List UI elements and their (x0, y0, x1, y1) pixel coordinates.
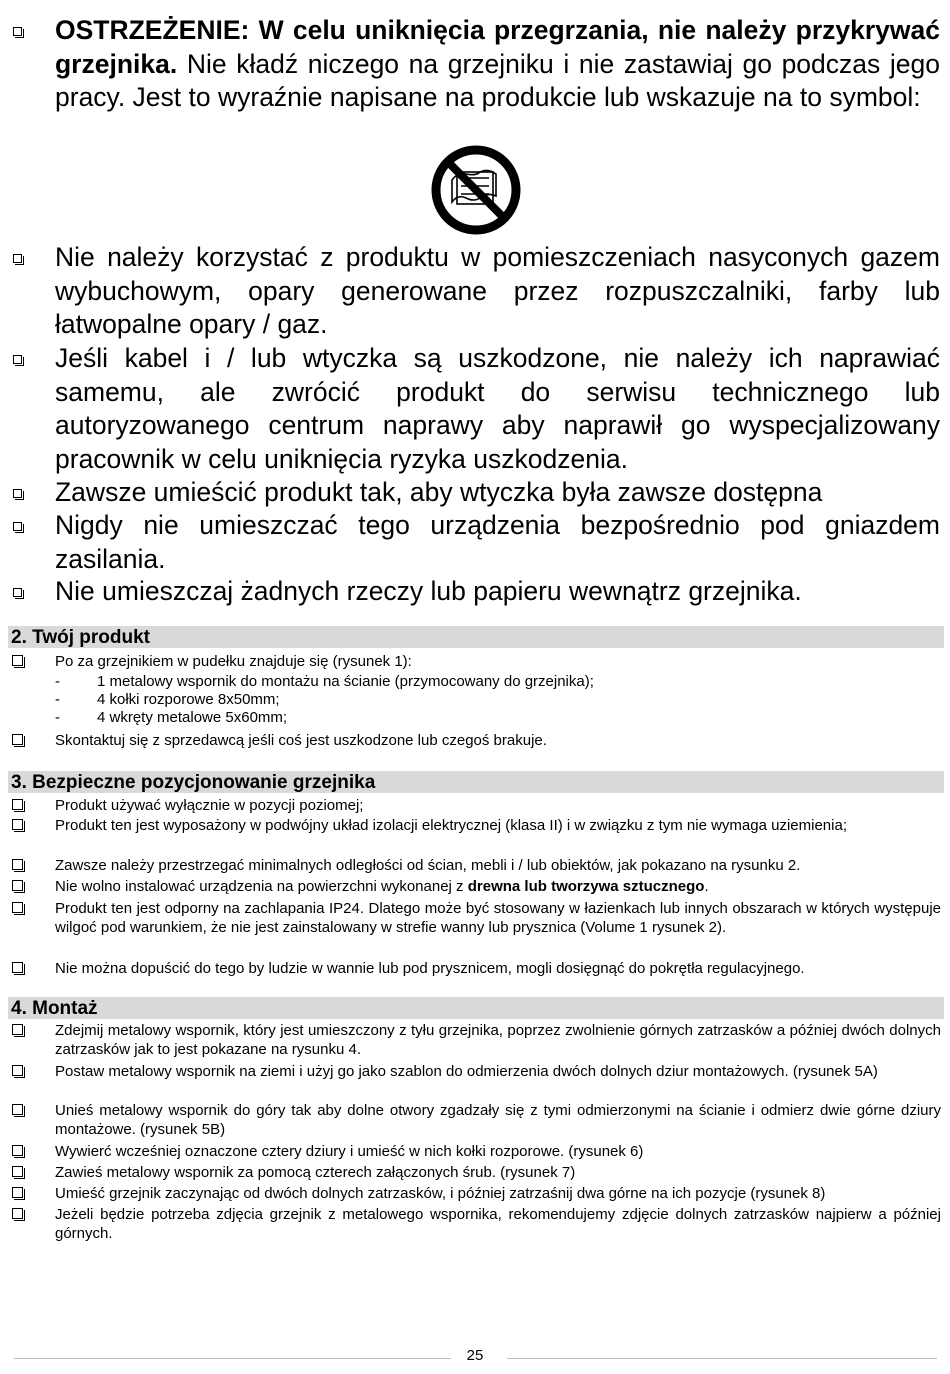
list-item-text: Nie można dopuścić do tego by ludzie w wannie lub pod prysznicem, mogli dosięgnąć do pokrętła regulacyjnego. (55, 960, 805, 977)
checkbox-bullet-icon (12, 819, 23, 830)
list-item-text: Jeżeli będzie potrzeba zdjęcia grzejnik z metalowego wspornika, rekomendujemy zdjęcie dolnych zatrzasków najpierw a później górnych. (55, 1206, 941, 1242)
warning-text: Nie umieszczaj żadnych rzeczy lub papieru wewnątrz grzejnika. (55, 576, 802, 606)
sub-list-text: 4 kołki rozporowe 8x50mm; (97, 691, 280, 708)
checkbox-bullet-icon (13, 355, 22, 364)
list-item-text: Skontaktuj się z sprzedawcą jeśli coś jest uszkodzone lub czegoś brakuje. (55, 732, 547, 749)
sub-list-text: 4 wkręty metalowe 5x60mm; (97, 709, 288, 726)
warning-text: Jeśli kabel i / lub wtyczka są uszkodzone, nie należy ich naprawiać samemu, ale zwrócić produkt do serwisu technicznego lub autoryzowanego centrum naprawy aby naprawił go wyspecjalizowany pracownik w celu uniknięcia ryzyka uszkodzenia. (55, 343, 940, 474)
checkbox-bullet-icon (13, 27, 22, 36)
checkbox-bullet-icon (13, 522, 22, 531)
section-heading: 2. Twój produkt (8, 626, 944, 648)
checkbox-bullet-icon (12, 1208, 23, 1219)
checkbox-bullet-icon (12, 859, 23, 870)
list-item-text: Zawieś metalowy wspornik za pomocą czterech załączonych śrub. (rysunek 7) (55, 1164, 576, 1181)
list-item-text: Nie wolno instalować urządzenia na powierzchni wykonanej z drewna lub tworzywa sztucznego. (55, 878, 709, 895)
list-item-text: Umieść grzejnik zaczynając od dwóch dolnych zatrzasków, i później zatrzaśnij dwa górne na ich pozycje (rysunek 8) (55, 1185, 826, 1202)
checkbox-bullet-icon (12, 1166, 23, 1177)
section-heading: 3. Bezpieczne pozycjonowanie grzejnika (8, 771, 944, 793)
checkbox-bullet-icon (12, 1024, 23, 1035)
list-item-text: Produkt ten jest odporny na zachlapania IP24. Dlatego może być stosowany w łazienkach lub innych obszarach w których występuje wilgoć pod warunkiem, że nie jest zainstalowany w strefie wanny lub prysznica (Volume 1 rysunek 2). (55, 900, 941, 936)
list-item-text: Wywierć wcześniej oznaczone cztery dziury i umieść w nich kołki rozporowe. (rysunek 6) (55, 1143, 644, 1160)
warning-text: Nigdy nie umieszczać tego urządzenia bezpośrednio pod gniazdem zasilania. (55, 510, 940, 574)
list-item-text: Postaw metalowy wspornik na ziemi i użyj go jako szablon do odmierzenia dwóch dolnych dziur montażowych. (rysunek 5A) (55, 1063, 878, 1080)
checkbox-bullet-icon (12, 1104, 23, 1115)
checkbox-bullet-icon (12, 734, 23, 745)
checkbox-bullet-icon (13, 588, 22, 597)
page-number: 25 (466, 1347, 484, 1364)
list-item-text: Po za grzejnikiem w pudełku znajduje się (rysunek 1): (55, 653, 412, 670)
checkbox-bullet-icon (12, 962, 23, 973)
list-item-text: Produkt ten jest wyposażony w podwójny układ izolacji elektrycznej (klasa II) i w związku z tym nie wymaga uziemienia; (55, 817, 847, 834)
checkbox-bullet-icon (13, 254, 22, 263)
warning-text: Zawsze umieścić produkt tak, aby wtyczka była zawsze dostępna (55, 477, 823, 507)
warning-text: OSTRZEŻENIE: W celu uniknięcia przegrzania, nie należy przykrywać grzejnika. Nie kładź niczego na grzejniku i nie zastawiaj go podczas jego pracy. Jest to wyraźnie napisane na produkcie lub wskazuje na to symbol: (55, 15, 940, 112)
checkbox-bullet-icon (13, 489, 22, 498)
section-heading: 4. Montaż (8, 997, 944, 1019)
checkbox-bullet-icon (12, 902, 23, 913)
dash-marker: - (55, 709, 60, 726)
dash-marker: - (55, 691, 60, 708)
list-item-text: Zawsze należy przestrzegać minimalnych odległości od ścian, mebli i / lub obiektów, jak pokazano na rysunku 2. (55, 857, 801, 874)
checkbox-bullet-icon (12, 655, 23, 666)
checkbox-bullet-icon (12, 1145, 23, 1156)
sub-list-text: 1 metalowy wspornik do montażu na ścianie (przymocowany do grzejnika); (97, 673, 594, 690)
dash-marker: - (55, 673, 60, 690)
list-item-text: Zdejmij metalowy wspornik, który jest umieszczony z tyłu grzejnika, poprzez zwolnienie górnych zatrzasków a później dwóch dolnych zatrzasków jak to jest pokazane na rysunku 4. (55, 1022, 941, 1058)
warning-text: Nie należy korzystać z produktu w pomieszczeniach nasyconych gazem wybuchowym, opary generowane przez rozpuszczalniki, farby lub łatwopalne opary / gaz. (55, 242, 940, 339)
footer-rule-left (14, 1358, 451, 1359)
list-item-text: Unieś metalowy wspornik do góry tak aby dolne otwory zgadzały się z tymi odmierzonymi na ścianie i odmierz dwie górne dziury montażowe. (rysunek 5B) (55, 1102, 941, 1138)
checkbox-bullet-icon (12, 799, 23, 810)
list-item-text: Produkt używać wyłącznie w pozycji poziomej; (55, 797, 364, 814)
checkbox-bullet-icon (12, 1187, 23, 1198)
checkbox-bullet-icon (12, 880, 23, 891)
do-not-cover-icon (430, 144, 522, 236)
footer-rule-right (507, 1358, 937, 1359)
checkbox-bullet-icon (12, 1065, 23, 1076)
